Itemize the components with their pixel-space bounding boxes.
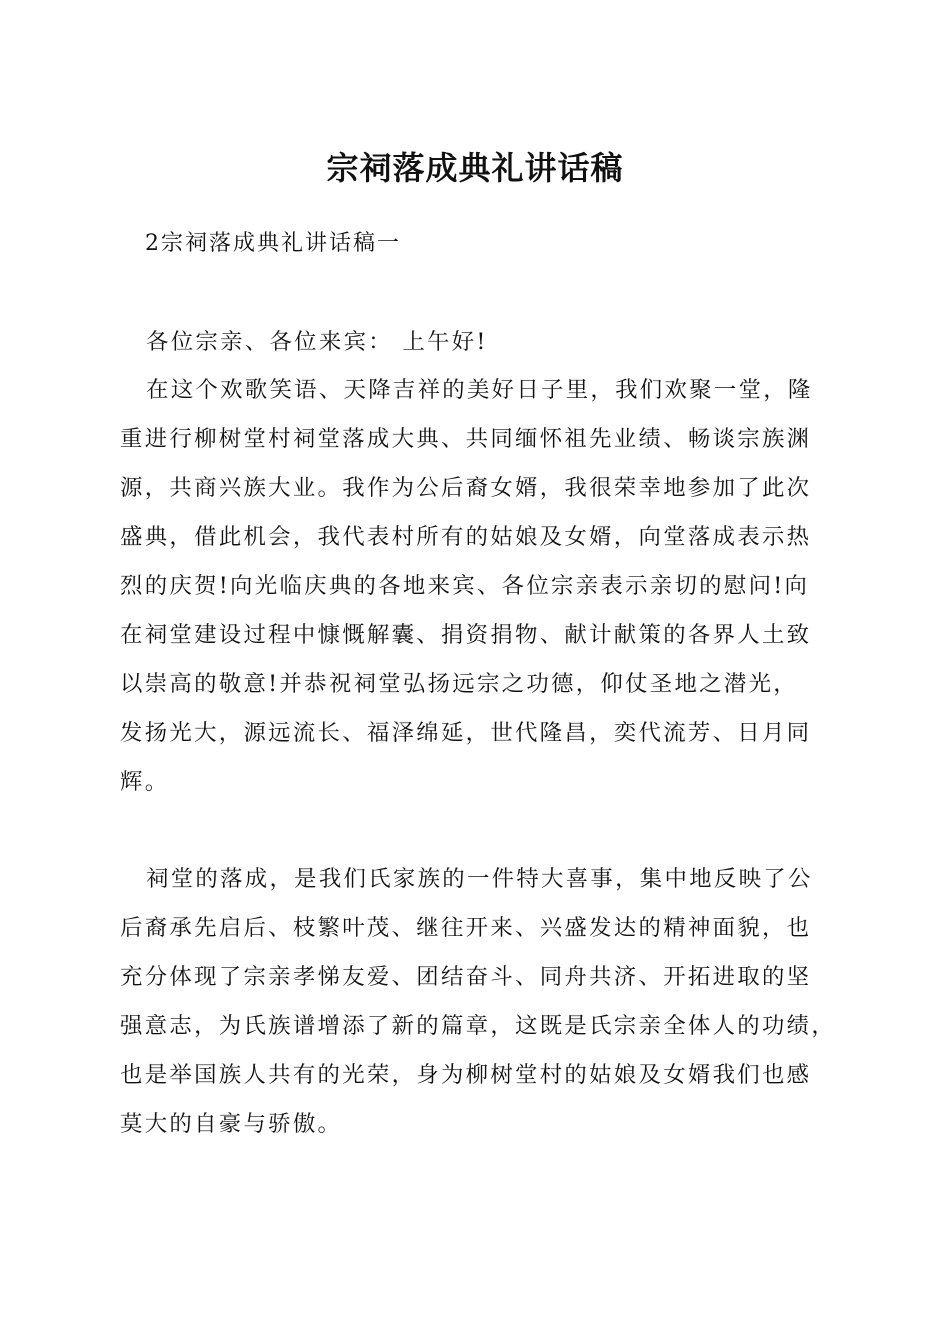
paragraph-line: 后裔承先启后、枝繁叶茂、继往开来、兴盛发达的精神面貌，也	[120, 915, 812, 941]
paragraph-line: 源，共商兴族大业。我作为公后裔女婿，我很荣幸地参加了此次	[120, 475, 812, 501]
paragraph-line: 辉。	[120, 769, 170, 795]
paragraph-line: 烈的庆贺!向光临庆典的各地来宾、各位宗亲表示亲切的慰问!向	[120, 573, 810, 599]
paragraph-2	[120, 855, 837, 1149]
paragraph-1	[120, 366, 832, 807]
paragraph-line: 也是举国族人共有的光荣，身为柳树堂村的姑娘及女婿我们也感	[120, 1062, 812, 1088]
paragraph-line: 莫大的自豪与骄傲。	[120, 1111, 343, 1137]
paragraph-line: 发扬光大，源远流长、福泽绵延，世代隆昌，奕代流芳、日月同	[120, 720, 812, 746]
paragraph-line: 祠堂的落成，是我们氏家族的一件特大喜事，集中地反映了公	[146, 866, 813, 892]
paragraph-line: 重进行柳树堂村祠堂落成大典、共同缅怀祖先业绩、畅谈宗族渊	[120, 426, 812, 452]
paragraph-line: 强意志，为氏族谱增添了新的篇章，这既是氏宗亲全体人的功绩，	[120, 1013, 837, 1039]
document-subtitle: 2宗祠落成典礼讲话稿一	[145, 231, 401, 256]
paragraph-line: 在祠堂建设过程中慷慨解囊、捐资捐物、献计献策的各界人土致	[120, 622, 812, 648]
greeting-line: 各位宗亲、各位来宾： 上午好!	[146, 329, 488, 355]
greeting-paragraph	[120, 318, 832, 367]
paragraph-line: 以崇高的敬意!并恭祝祠堂弘扬远宗之功德，仰仗圣地之潜光，	[120, 671, 798, 697]
document-title: 宗祠落成典礼讲话稿	[326, 149, 624, 187]
paragraph-line: 在这个欢歌笑语、天降吉祥的美好日子里，我们欢聚一堂，隆	[146, 377, 813, 403]
paragraph-line: 充分体现了宗亲孝悌友爱、团结奋斗、同舟共济、开拓进取的坚	[120, 964, 812, 990]
paragraph-line: 盛典，借此机会，我代表村所有的姑娘及女婿，向堂落成表示热	[120, 524, 812, 550]
